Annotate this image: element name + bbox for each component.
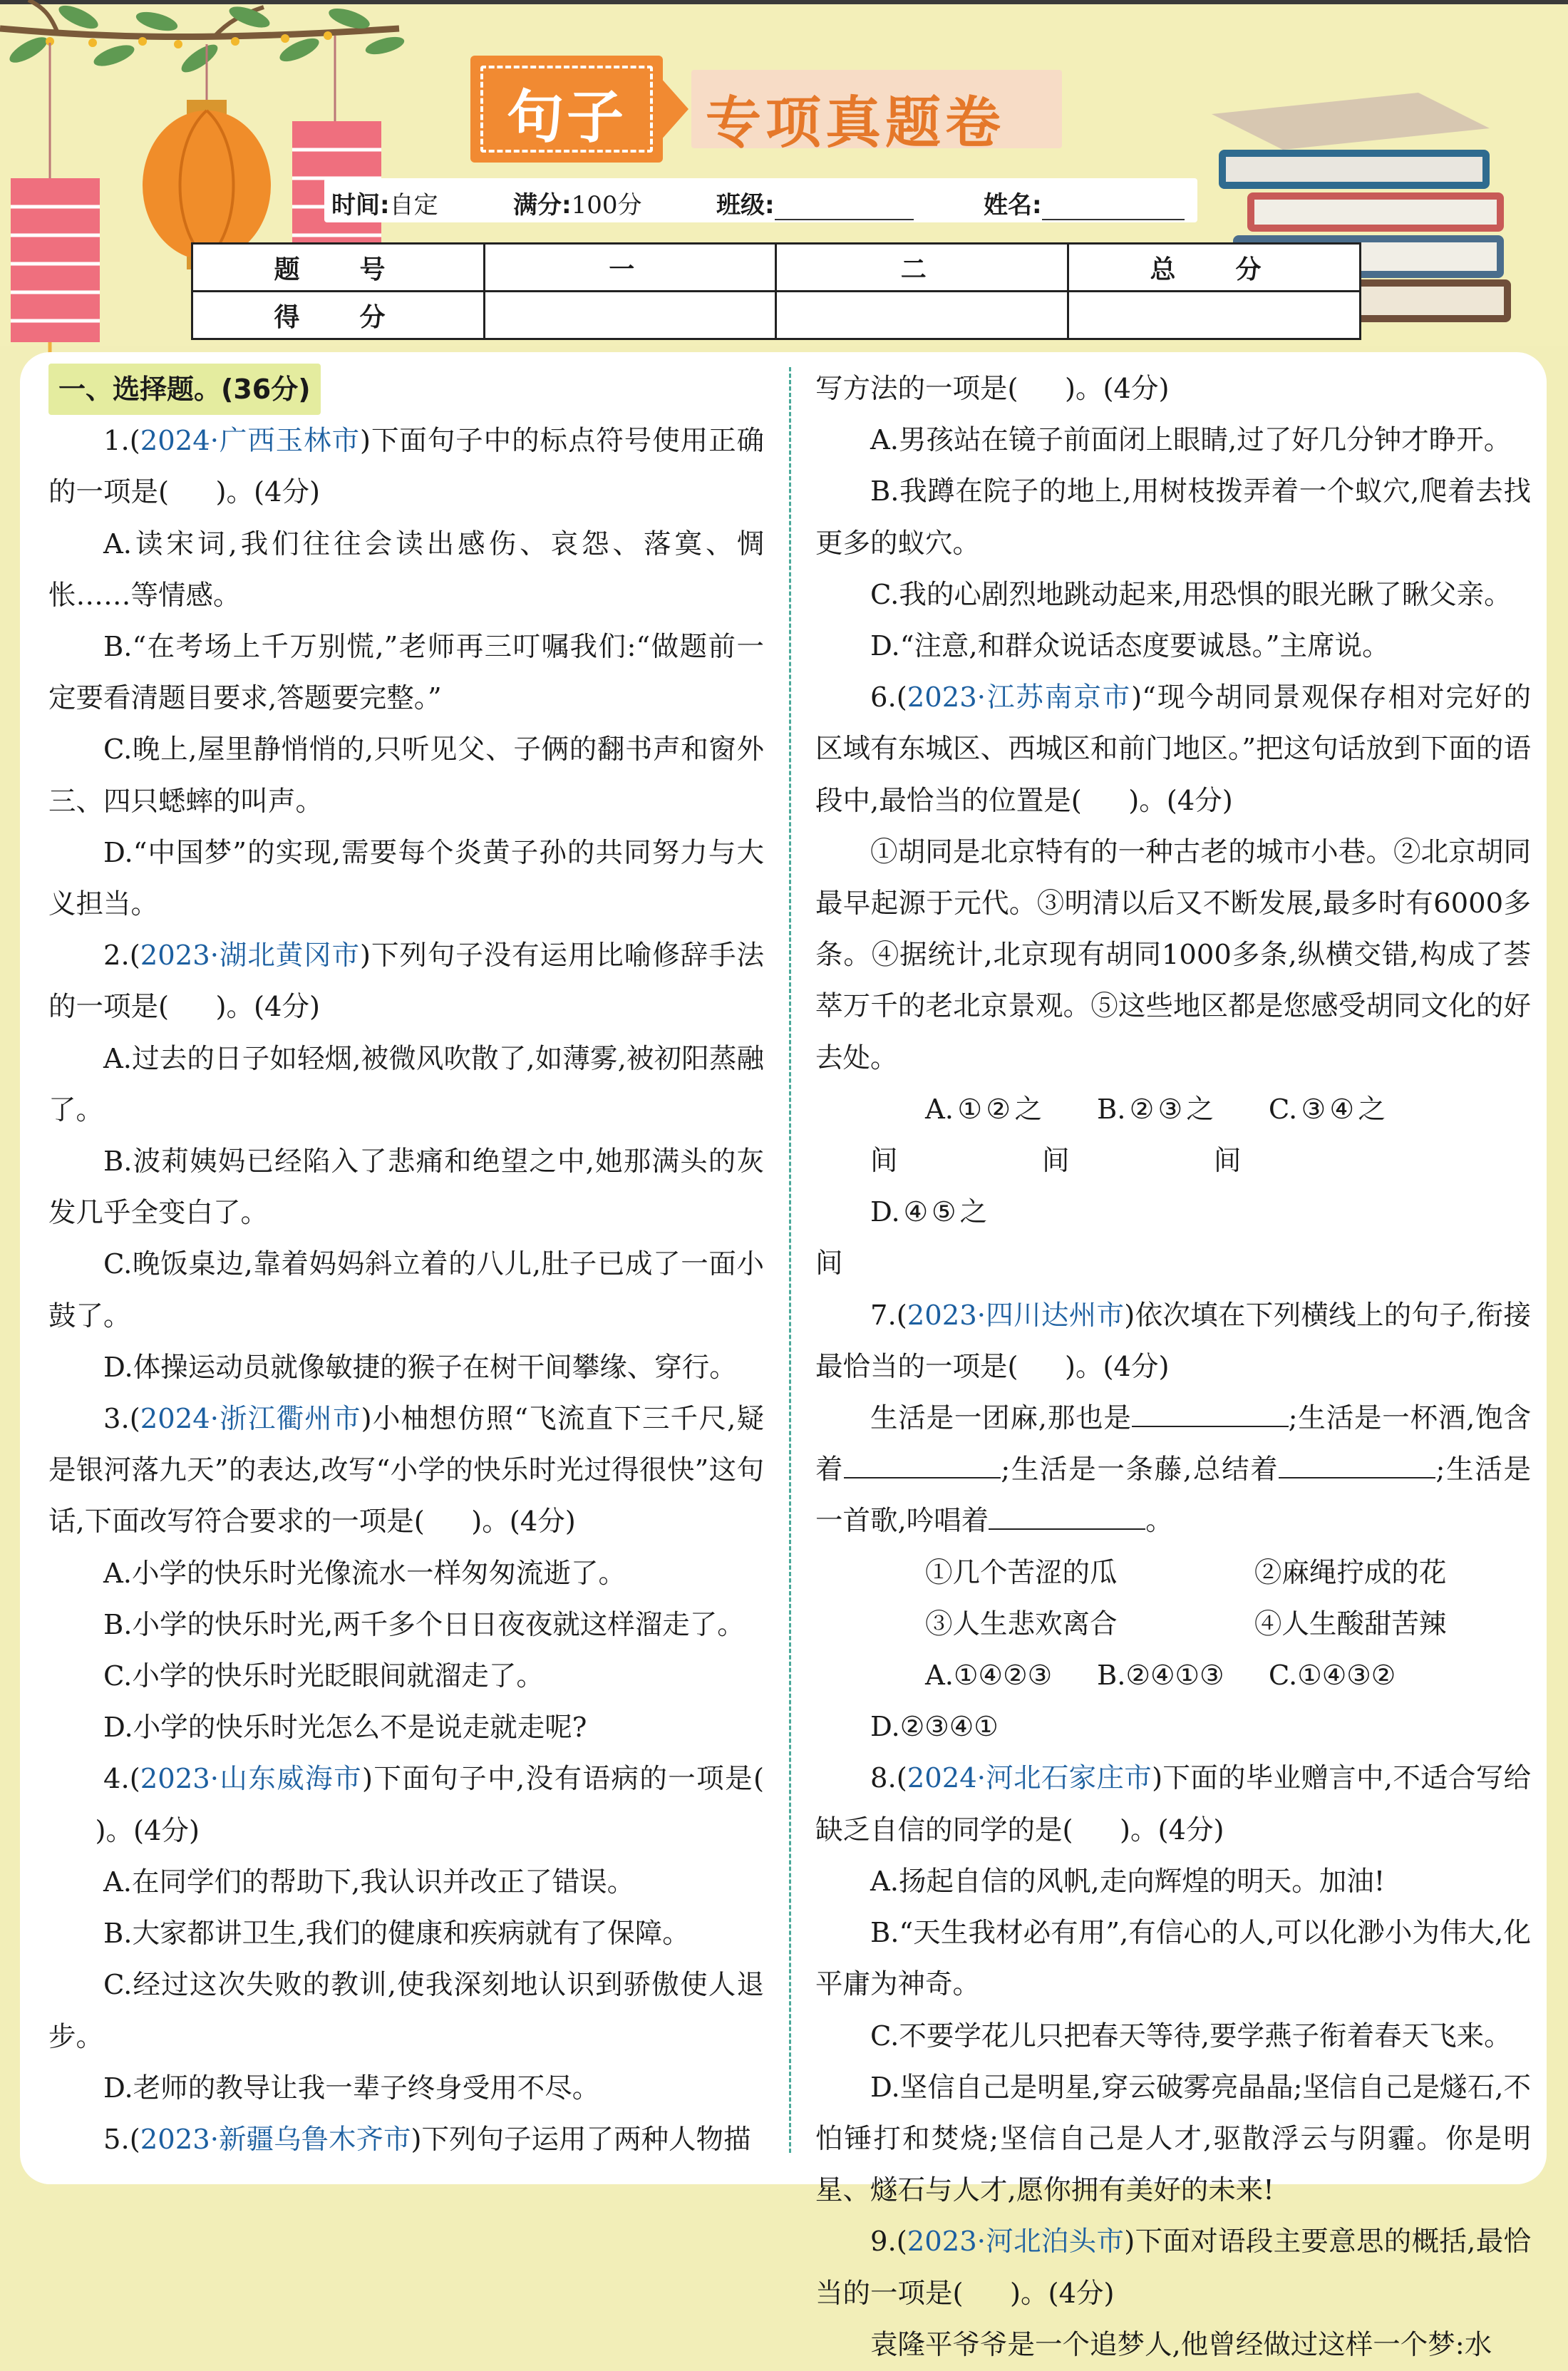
time-field: 时间:自定 bbox=[331, 191, 438, 220]
question-4-option-c[interactable]: C.经过这次失败的教训,使我深刻地认识到骄傲使人退步。 bbox=[48, 1969, 764, 2053]
section-heading: 一、选择题。(36分) bbox=[48, 364, 764, 416]
question-8-option-b[interactable]: B.“天生我材必有用”,有信心的人,可以化渺小为伟大,化平庸为神奇。 bbox=[815, 1917, 1531, 2001]
column-divider bbox=[789, 367, 791, 2153]
score-table-header-row bbox=[192, 244, 1361, 292]
left-column bbox=[48, 364, 764, 2166]
question-5-option-c[interactable]: C.我的心剧烈地跳动起来,用恐惧的眼光瞅了瞅父亲。 bbox=[870, 578, 1512, 611]
question-4-option-d[interactable]: D.老师的教导让我一辈子终身受用不尽。 bbox=[103, 2072, 600, 2104]
question-2-option-b[interactable]: B.波莉姨妈已经陷入了悲痛和绝望之中,她那满头的灰发几乎全变白了。 bbox=[48, 1146, 764, 1230]
score-cell[interactable] bbox=[1068, 292, 1360, 339]
question-7-item: ②麻绳拧成的花 bbox=[1254, 1556, 1447, 1589]
question-2-stem: 2.(2023·湖北黄冈市)下列句子没有运用比喻修辞手法的一项是( )。(4分) bbox=[48, 940, 764, 1024]
exam-info-bar bbox=[324, 178, 1197, 222]
question-2-option-c[interactable]: C.晚饭桌边,靠着妈妈斜立着的八儿,肚子已成了一面小鼓了。 bbox=[48, 1248, 764, 1332]
question-6-option-c[interactable]: C.③④之间 bbox=[1213, 1093, 1386, 1178]
question-8-option-c[interactable]: C.不要学花儿只把春天等待,要学燕子衔着春天飞来。 bbox=[870, 2020, 1512, 2052]
score-table bbox=[191, 242, 1361, 340]
question-4-option-a[interactable]: A.在同学们的帮助下,我认识并改正了错误。 bbox=[103, 1866, 635, 1898]
fill-blank-4[interactable] bbox=[989, 1500, 1145, 1530]
question-1-option-a[interactable]: A.读宋词,我们往往会读出感伤、哀怨、落寞、惆怅……等情感。 bbox=[48, 528, 764, 612]
question-1-option-b[interactable]: B.“在考场上千万别慌,”老师再三叮嘱我们:“做题前一定要看清题目要求,答题要完整。” bbox=[48, 631, 764, 715]
title-rest: 专项真题卷 bbox=[706, 91, 1006, 155]
question-6-option-b[interactable]: B.②③之间 bbox=[1041, 1093, 1214, 1178]
question-5-option-d[interactable]: D.“注意,和群众说话态度要诚恳。”主席说。 bbox=[870, 630, 1390, 663]
question-7-item: ③人生悲欢离合 bbox=[925, 1608, 1118, 1640]
question-2-option-d[interactable]: D.体操运动员就像敏捷的猴子在树干间攀缘、穿行。 bbox=[103, 1351, 737, 1384]
question-1-option-d[interactable]: D.“中国梦”的实现,需要每个炎黄子孙的共同努力与大义担当。 bbox=[48, 836, 764, 921]
question-6-option-d[interactable]: D.④⑤之间 bbox=[815, 1196, 987, 1280]
question-7-options bbox=[815, 1650, 1531, 1753]
question-7-option-b[interactable]: B.②④①③ bbox=[1096, 1660, 1224, 1692]
question-9-stem: 9.(2023·河北泊头市)下面对语段主要意思的概括,最恰当的一项是( )。(4分) bbox=[815, 2226, 1532, 2310]
question-7-passage: 生活是一团麻,那也是 ;生活是一杯酒,饱含着 ;生活是一条藤,总结着 ;生活是一首歌,吟唱着 。 bbox=[815, 1393, 1531, 1548]
question-7-stem: 7.(2023·四川达州市)依次填在下列横线上的句子,衔接最恰当的一项是( )。(4分) bbox=[815, 1299, 1532, 1383]
score-cell[interactable] bbox=[485, 292, 776, 339]
question-7-items-row-2 bbox=[815, 1599, 1531, 1650]
fill-blank-2[interactable] bbox=[844, 1449, 1001, 1478]
score-header-cell: 题 号 bbox=[192, 244, 485, 292]
fill-blank-1[interactable] bbox=[1132, 1397, 1289, 1427]
score-header-cell: 二 bbox=[776, 244, 1068, 292]
score-table-score-row bbox=[192, 292, 1361, 339]
question-1-stem: 1.(2024·广西玉林市)下面句子中的标点符号使用正确的一项是( )。(4分) bbox=[48, 425, 764, 509]
question-8-option-d[interactable]: D.坚信自己是明星,穿云破雾亮晶晶;坚信自己是燧石,不怕锤打和焚烧;坚信自己是人才,驱散浮云与阴霾。你是明星、燧石与人才,愿你拥有美好的未来! bbox=[815, 2071, 1531, 2207]
question-9-passage: 袁隆平爷爷是一个追梦人,他曾经做过这样一个梦:水 bbox=[870, 2328, 1492, 2361]
question-4-option-b[interactable]: B.大家都讲卫生,我们的健康和疾病就有了保障。 bbox=[103, 1918, 690, 1950]
question-3-option-b[interactable]: B.小学的快乐时光,两千多个日日夜夜就这样溜走了。 bbox=[103, 1608, 745, 1641]
name-field[interactable]: 姓名: bbox=[984, 185, 1185, 220]
question-7-items-row-1 bbox=[815, 1548, 1531, 1599]
question-7-item: ①几个苦涩的瓜 bbox=[925, 1556, 1118, 1589]
title-arrow bbox=[660, 77, 688, 141]
question-7-option-c[interactable]: C.①④③② bbox=[1268, 1660, 1396, 1692]
question-7-option-d[interactable]: D.②③④① bbox=[870, 1711, 999, 1744]
page-title bbox=[470, 56, 1069, 163]
score-cell[interactable] bbox=[776, 292, 1068, 339]
score-row-label: 得 分 bbox=[192, 292, 485, 339]
question-5-stem-cont: 写方法的一项是( )。(4分) bbox=[815, 373, 1170, 405]
score-header-cell: 一 bbox=[485, 244, 776, 292]
question-3-option-a[interactable]: A.小学的快乐时光像流水一样匆匆流逝了。 bbox=[103, 1557, 626, 1590]
question-7-item: ④人生酸甜苦辣 bbox=[1254, 1608, 1447, 1640]
question-5-stem-start: 5.(2023·新疆乌鲁木齐市)下列句子运用了两种人物描 bbox=[103, 2123, 751, 2156]
title-main: 句子 bbox=[507, 84, 626, 150]
fill-blank-3[interactable] bbox=[1279, 1449, 1435, 1478]
question-5-option-b[interactable]: B.我蹲在院子的地上,用树枝拨弄着一个蚁穴,爬着去找更多的蚁穴。 bbox=[815, 475, 1531, 560]
right-column bbox=[815, 364, 1531, 2371]
title-rest-box bbox=[691, 70, 1062, 155]
class-field[interactable]: 班级: bbox=[716, 185, 914, 220]
question-6-stem: 6.(2023·江苏南京市)“现今胡同景观保存相对完好的区域有东城区、西城区和前门地区。”把这句话放到下面的语段中,最恰当的位置是( )。(4分) bbox=[815, 682, 1531, 817]
question-8-stem: 8.(2024·河北石家庄市)下面的毕业赠言中,不适合写给缺乏自信的同学的是( )。(4分) bbox=[815, 1762, 1532, 1846]
question-7-option-a[interactable]: A.①④②③ bbox=[925, 1660, 1053, 1692]
question-8-option-a[interactable]: A.扬起自信的风帆,走向辉煌的明天。加油! bbox=[870, 1865, 1386, 1898]
question-6-passage: ①胡同是北京特有的一种古老的城市小巷。②北京胡同最早起源于元代。③明清以后又不断发展,最多时有6000多条。④据统计,北京现有胡同1000多条,纵横交错,构成了荟萃万千的老北京景观。⑤这些地区都是您感受胡同文化的好去处。 bbox=[815, 835, 1531, 1074]
question-1-option-c[interactable]: C.晚上,屋里静悄悄的,只听见父、子俩的翻书声和窗外三、四只蟋蟀的叫声。 bbox=[48, 734, 764, 818]
question-3-option-c[interactable]: C.小学的快乐时光眨眼间就溜走了。 bbox=[103, 1660, 544, 1693]
score-header-cell: 总 分 bbox=[1068, 244, 1360, 292]
question-5-option-a[interactable]: A.男孩站在镜子前面闭上眼睛,过了好几分钟才睁开。 bbox=[870, 424, 1512, 457]
full-score-field: 满分:100分 bbox=[513, 191, 642, 220]
question-6-options bbox=[815, 1084, 1531, 1290]
question-4-stem: 4.(2023·山东威海市)下面句子中,没有语病的一项是()。(4分) bbox=[95, 1763, 765, 1847]
question-3-stem: 3.(2024·浙江衢州市)小柚想仿照“飞流直下三千尺,疑是银河落九天”的表达,改写“小学的快乐时光过得很快”这句话,下面改写符合要求的一项是( )。(4分) bbox=[48, 1403, 764, 1538]
question-3-option-d[interactable]: D.小学的快乐时光怎么不是说走就走呢? bbox=[103, 1712, 587, 1744]
question-2-option-a[interactable]: A.过去的日子如轻烟,被微风吹散了,如薄雾,被初阳蒸融了。 bbox=[48, 1042, 764, 1126]
title-badge bbox=[470, 56, 663, 163]
question-6-option-a[interactable]: A.①②之间 bbox=[870, 1093, 1042, 1178]
